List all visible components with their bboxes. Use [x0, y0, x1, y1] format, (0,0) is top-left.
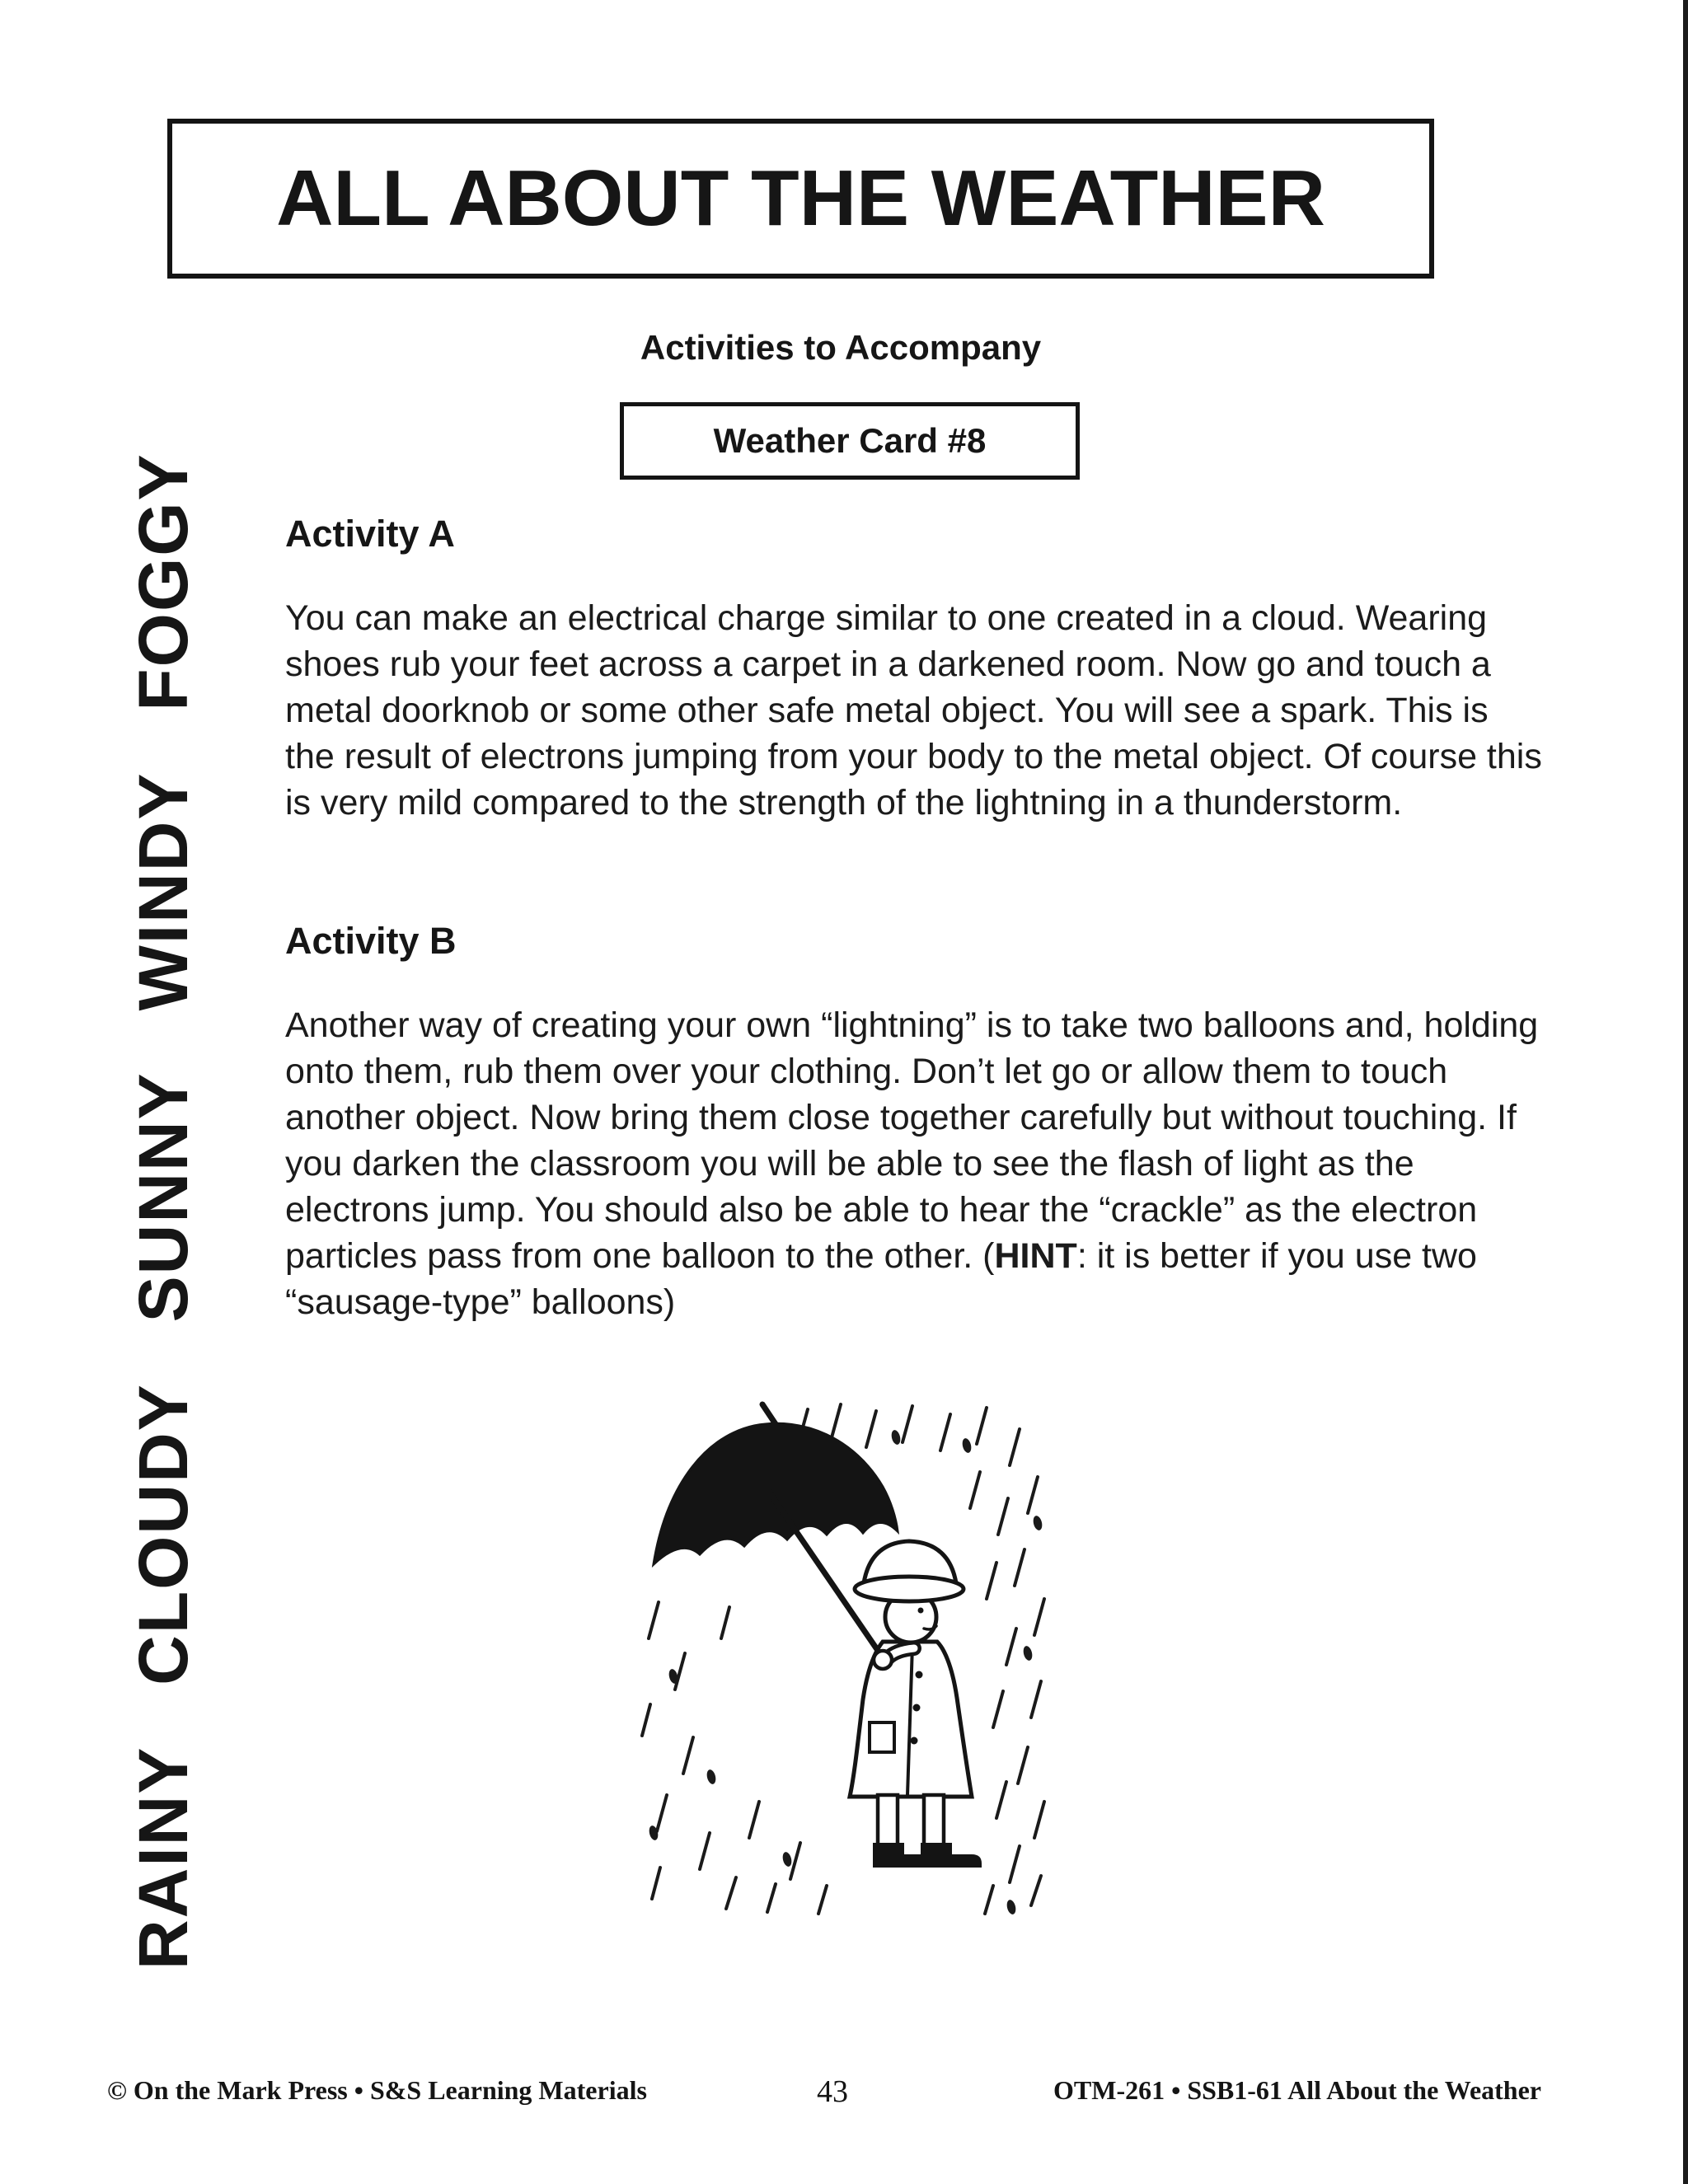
subtitle: Activities to Accompany — [640, 328, 1042, 367]
title-box — [167, 119, 1434, 279]
page-title: ALL ABOUT THE WEATHER — [276, 154, 1325, 242]
activity-a-body: You can make an electrical charge similar to one created in a cloud. Wearing shoes rub your feet across a carpet in a darkened room. Now go and touch a metal doorknob or some other safe metal object. You will see a spark. This is the result of electrons jumping from your body to the metal object. Of course this is very mild compared to the strength of the lightning in a thunderstorm. — [285, 598, 1542, 823]
footer — [0, 2075, 1688, 2116]
weather-card-box — [620, 402, 1080, 480]
activity-b-heading: Activity B — [285, 920, 457, 962]
umbrella — [654, 1404, 898, 1704]
rain-umbrella-illustration — [631, 1401, 1059, 1929]
activity-b-text-after: : it is better if you use two “sausage-type” balloons) — [285, 1236, 1477, 1322]
footer-publisher: © On the Mark Press • S&S Learning Materials — [107, 2075, 647, 2105]
scan-edge-artifact — [1683, 0, 1688, 2184]
activity-b-body — [285, 1002, 1546, 1325]
weather-words-vertical: RAINY CLOUDY SUNNY WINDY FOGGY — [124, 452, 202, 1970]
activity-a-heading: Activity A — [285, 513, 455, 555]
footer-product-code: OTM-261 • SSB1-61 All About the Weather — [1053, 2075, 1541, 2105]
child-figure — [850, 1541, 982, 1868]
rain-umbrella-svg — [631, 1401, 1059, 1929]
weather-card-label: Weather Card #8 — [713, 421, 987, 460]
footer-page-number: 43 — [817, 2074, 848, 2109]
hint-label: HINT — [994, 1236, 1077, 1276]
activity-b-text-before: Another way of creating your own “lightning” is to take two balloons and, holding onto them, rub them over your clothing. Don’t let go or allow them to touch another object. Now bring them close together carefully but without touching. If you darken the classroom you will be able to see the flash of light as the electrons jump. You should also be able to hear the “crackle” as the electron particles pass from one balloon to the other. ( — [285, 1005, 1539, 1276]
